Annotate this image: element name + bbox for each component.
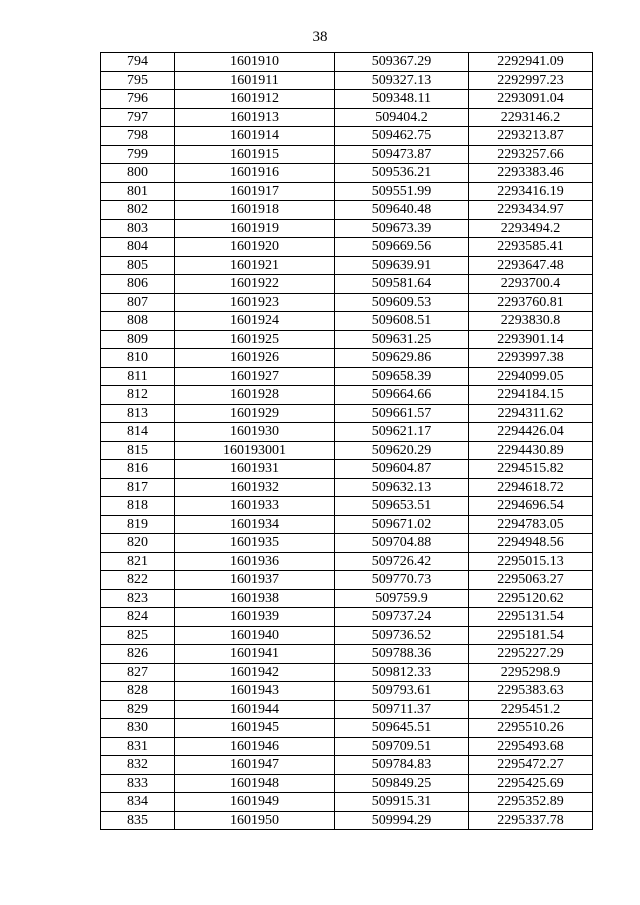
table-row bbox=[101, 737, 593, 756]
y-coordinate-cell: 2293830.8 bbox=[469, 312, 593, 331]
y-coordinate-cell: 2293213.87 bbox=[469, 127, 593, 146]
point-id-cell: 1601910 bbox=[175, 53, 335, 72]
point-id-cell: 1601918 bbox=[175, 201, 335, 220]
y-coordinate-cell: 2293901.14 bbox=[469, 330, 593, 349]
row-number-cell: 828 bbox=[101, 682, 175, 701]
x-coordinate-cell: 509621.17 bbox=[335, 423, 469, 442]
x-coordinate-cell: 509581.64 bbox=[335, 275, 469, 294]
point-id-cell: 1601943 bbox=[175, 682, 335, 701]
y-coordinate-cell: 2295510.26 bbox=[469, 719, 593, 738]
point-id-cell: 1601937 bbox=[175, 571, 335, 590]
point-id-cell: 1601926 bbox=[175, 349, 335, 368]
y-coordinate-cell: 2293760.81 bbox=[469, 293, 593, 312]
point-id-cell: 1601915 bbox=[175, 145, 335, 164]
point-id-cell: 1601929 bbox=[175, 404, 335, 423]
table-row bbox=[101, 404, 593, 423]
table-row bbox=[101, 811, 593, 830]
table-row bbox=[101, 645, 593, 664]
table-row bbox=[101, 571, 593, 590]
x-coordinate-cell: 509608.51 bbox=[335, 312, 469, 331]
y-coordinate-cell: 2295337.78 bbox=[469, 811, 593, 830]
x-coordinate-cell: 509793.61 bbox=[335, 682, 469, 701]
table-row bbox=[101, 275, 593, 294]
row-number-cell: 806 bbox=[101, 275, 175, 294]
y-coordinate-cell: 2295063.27 bbox=[469, 571, 593, 590]
row-number-cell: 808 bbox=[101, 312, 175, 331]
table-row bbox=[101, 90, 593, 109]
row-number-cell: 813 bbox=[101, 404, 175, 423]
table-row bbox=[101, 127, 593, 146]
point-id-cell: 1601938 bbox=[175, 589, 335, 608]
y-coordinate-cell: 2292997.23 bbox=[469, 71, 593, 90]
table-row bbox=[101, 108, 593, 127]
table-row bbox=[101, 312, 593, 331]
point-id-cell: 1601948 bbox=[175, 774, 335, 793]
row-number-cell: 823 bbox=[101, 589, 175, 608]
y-coordinate-cell: 2295227.29 bbox=[469, 645, 593, 664]
point-id-cell: 1601928 bbox=[175, 386, 335, 405]
y-coordinate-cell: 2295131.54 bbox=[469, 608, 593, 627]
row-number-cell: 795 bbox=[101, 71, 175, 90]
row-number-cell: 832 bbox=[101, 756, 175, 775]
point-id-cell: 1601931 bbox=[175, 460, 335, 479]
row-number-cell: 822 bbox=[101, 571, 175, 590]
table-row bbox=[101, 534, 593, 553]
table-row bbox=[101, 367, 593, 386]
table-row bbox=[101, 589, 593, 608]
y-coordinate-cell: 2294430.89 bbox=[469, 441, 593, 460]
row-number-cell: 834 bbox=[101, 793, 175, 812]
y-coordinate-cell: 2295451.2 bbox=[469, 700, 593, 719]
x-coordinate-cell: 509664.66 bbox=[335, 386, 469, 405]
table-row bbox=[101, 256, 593, 275]
x-coordinate-cell: 509759.9 bbox=[335, 589, 469, 608]
point-id-cell: 1601933 bbox=[175, 497, 335, 516]
point-id-cell: 1601923 bbox=[175, 293, 335, 312]
table-row bbox=[101, 497, 593, 516]
y-coordinate-cell: 2293416.19 bbox=[469, 182, 593, 201]
point-id-cell: 160193001 bbox=[175, 441, 335, 460]
point-id-cell: 1601916 bbox=[175, 164, 335, 183]
point-id-cell: 1601939 bbox=[175, 608, 335, 627]
y-coordinate-cell: 2293997.38 bbox=[469, 349, 593, 368]
coordinates-table bbox=[100, 52, 593, 830]
point-id-cell: 1601932 bbox=[175, 478, 335, 497]
y-coordinate-cell: 2295493.68 bbox=[469, 737, 593, 756]
row-number-cell: 829 bbox=[101, 700, 175, 719]
y-coordinate-cell: 2294783.05 bbox=[469, 515, 593, 534]
row-number-cell: 815 bbox=[101, 441, 175, 460]
y-coordinate-cell: 2294426.04 bbox=[469, 423, 593, 442]
table-row bbox=[101, 386, 593, 405]
x-coordinate-cell: 509645.51 bbox=[335, 719, 469, 738]
x-coordinate-cell: 509709.51 bbox=[335, 737, 469, 756]
row-number-cell: 821 bbox=[101, 552, 175, 571]
x-coordinate-cell: 509367.29 bbox=[335, 53, 469, 72]
x-coordinate-cell: 509609.53 bbox=[335, 293, 469, 312]
row-number-cell: 830 bbox=[101, 719, 175, 738]
table-row bbox=[101, 182, 593, 201]
x-coordinate-cell: 509404.2 bbox=[335, 108, 469, 127]
table-row bbox=[101, 238, 593, 257]
point-id-cell: 1601924 bbox=[175, 312, 335, 331]
x-coordinate-cell: 509658.39 bbox=[335, 367, 469, 386]
table-row bbox=[101, 71, 593, 90]
table-row bbox=[101, 219, 593, 238]
point-id-cell: 1601920 bbox=[175, 238, 335, 257]
x-coordinate-cell: 509620.29 bbox=[335, 441, 469, 460]
row-number-cell: 827 bbox=[101, 663, 175, 682]
table-row bbox=[101, 700, 593, 719]
table-row bbox=[101, 608, 593, 627]
row-number-cell: 824 bbox=[101, 608, 175, 627]
x-coordinate-cell: 509770.73 bbox=[335, 571, 469, 590]
y-coordinate-cell: 2295120.62 bbox=[469, 589, 593, 608]
x-coordinate-cell: 509669.56 bbox=[335, 238, 469, 257]
y-coordinate-cell: 2293434.97 bbox=[469, 201, 593, 220]
x-coordinate-cell: 509327.13 bbox=[335, 71, 469, 90]
table-row bbox=[101, 53, 593, 72]
y-coordinate-cell: 2295181.54 bbox=[469, 626, 593, 645]
row-number-cell: 800 bbox=[101, 164, 175, 183]
y-coordinate-cell: 2295298.9 bbox=[469, 663, 593, 682]
row-number-cell: 801 bbox=[101, 182, 175, 201]
x-coordinate-cell: 509711.37 bbox=[335, 700, 469, 719]
table-row bbox=[101, 756, 593, 775]
row-number-cell: 805 bbox=[101, 256, 175, 275]
y-coordinate-cell: 2292941.09 bbox=[469, 53, 593, 72]
table-row bbox=[101, 663, 593, 682]
x-coordinate-cell: 509551.99 bbox=[335, 182, 469, 201]
x-coordinate-cell: 509348.11 bbox=[335, 90, 469, 109]
y-coordinate-cell: 2293494.2 bbox=[469, 219, 593, 238]
point-id-cell: 1601947 bbox=[175, 756, 335, 775]
point-id-cell: 1601917 bbox=[175, 182, 335, 201]
table-row bbox=[101, 774, 593, 793]
row-number-cell: 812 bbox=[101, 386, 175, 405]
y-coordinate-cell: 2293383.46 bbox=[469, 164, 593, 183]
table-row bbox=[101, 719, 593, 738]
y-coordinate-cell: 2293257.66 bbox=[469, 145, 593, 164]
y-coordinate-cell: 2294696.54 bbox=[469, 497, 593, 516]
y-coordinate-cell: 2294184.15 bbox=[469, 386, 593, 405]
x-coordinate-cell: 509736.52 bbox=[335, 626, 469, 645]
row-number-cell: 797 bbox=[101, 108, 175, 127]
point-id-cell: 1601919 bbox=[175, 219, 335, 238]
point-id-cell: 1601927 bbox=[175, 367, 335, 386]
point-id-cell: 1601942 bbox=[175, 663, 335, 682]
table-row bbox=[101, 441, 593, 460]
row-number-cell: 796 bbox=[101, 90, 175, 109]
x-coordinate-cell: 509994.29 bbox=[335, 811, 469, 830]
y-coordinate-cell: 2293146.2 bbox=[469, 108, 593, 127]
table-row bbox=[101, 515, 593, 534]
table-row bbox=[101, 793, 593, 812]
x-coordinate-cell: 509604.87 bbox=[335, 460, 469, 479]
table-row bbox=[101, 330, 593, 349]
x-coordinate-cell: 509671.02 bbox=[335, 515, 469, 534]
point-id-cell: 1601921 bbox=[175, 256, 335, 275]
point-id-cell: 1601950 bbox=[175, 811, 335, 830]
x-coordinate-cell: 509473.87 bbox=[335, 145, 469, 164]
x-coordinate-cell: 509915.31 bbox=[335, 793, 469, 812]
x-coordinate-cell: 509849.25 bbox=[335, 774, 469, 793]
table-row bbox=[101, 626, 593, 645]
row-number-cell: 819 bbox=[101, 515, 175, 534]
table-row bbox=[101, 293, 593, 312]
row-number-cell: 835 bbox=[101, 811, 175, 830]
point-id-cell: 1601941 bbox=[175, 645, 335, 664]
x-coordinate-cell: 509653.51 bbox=[335, 497, 469, 516]
point-id-cell: 1601944 bbox=[175, 700, 335, 719]
row-number-cell: 825 bbox=[101, 626, 175, 645]
row-number-cell: 794 bbox=[101, 53, 175, 72]
row-number-cell: 818 bbox=[101, 497, 175, 516]
point-id-cell: 1601934 bbox=[175, 515, 335, 534]
x-coordinate-cell: 509661.57 bbox=[335, 404, 469, 423]
x-coordinate-cell: 509784.83 bbox=[335, 756, 469, 775]
row-number-cell: 816 bbox=[101, 460, 175, 479]
x-coordinate-cell: 509737.24 bbox=[335, 608, 469, 627]
table-row bbox=[101, 552, 593, 571]
x-coordinate-cell: 509673.39 bbox=[335, 219, 469, 238]
row-number-cell: 803 bbox=[101, 219, 175, 238]
x-coordinate-cell: 509629.86 bbox=[335, 349, 469, 368]
table-row bbox=[101, 478, 593, 497]
row-number-cell: 804 bbox=[101, 238, 175, 257]
x-coordinate-cell: 509640.48 bbox=[335, 201, 469, 220]
row-number-cell: 820 bbox=[101, 534, 175, 553]
y-coordinate-cell: 2293091.04 bbox=[469, 90, 593, 109]
row-number-cell: 814 bbox=[101, 423, 175, 442]
table-row bbox=[101, 460, 593, 479]
x-coordinate-cell: 509631.25 bbox=[335, 330, 469, 349]
page-number: 38 bbox=[312, 29, 328, 45]
y-coordinate-cell: 2294099.05 bbox=[469, 367, 593, 386]
x-coordinate-cell: 509632.13 bbox=[335, 478, 469, 497]
y-coordinate-cell: 2295425.69 bbox=[469, 774, 593, 793]
row-number-cell: 833 bbox=[101, 774, 175, 793]
point-id-cell: 1601945 bbox=[175, 719, 335, 738]
y-coordinate-cell: 2294311.62 bbox=[469, 404, 593, 423]
y-coordinate-cell: 2293700.4 bbox=[469, 275, 593, 294]
row-number-cell: 810 bbox=[101, 349, 175, 368]
point-id-cell: 1601949 bbox=[175, 793, 335, 812]
table-row bbox=[101, 201, 593, 220]
x-coordinate-cell: 509726.42 bbox=[335, 552, 469, 571]
y-coordinate-cell: 2294618.72 bbox=[469, 478, 593, 497]
y-coordinate-cell: 2294515.82 bbox=[469, 460, 593, 479]
row-number-cell: 826 bbox=[101, 645, 175, 664]
point-id-cell: 1601936 bbox=[175, 552, 335, 571]
x-coordinate-cell: 509788.36 bbox=[335, 645, 469, 664]
point-id-cell: 1601940 bbox=[175, 626, 335, 645]
row-number-cell: 802 bbox=[101, 201, 175, 220]
x-coordinate-cell: 509462.75 bbox=[335, 127, 469, 146]
coordinates-table-body bbox=[101, 53, 593, 830]
point-id-cell: 1601912 bbox=[175, 90, 335, 109]
y-coordinate-cell: 2295352.89 bbox=[469, 793, 593, 812]
point-id-cell: 1601914 bbox=[175, 127, 335, 146]
point-id-cell: 1601911 bbox=[175, 71, 335, 90]
x-coordinate-cell: 509812.33 bbox=[335, 663, 469, 682]
point-id-cell: 1601946 bbox=[175, 737, 335, 756]
row-number-cell: 817 bbox=[101, 478, 175, 497]
point-id-cell: 1601930 bbox=[175, 423, 335, 442]
point-id-cell: 1601925 bbox=[175, 330, 335, 349]
x-coordinate-cell: 509704.88 bbox=[335, 534, 469, 553]
x-coordinate-cell: 509639.91 bbox=[335, 256, 469, 275]
x-coordinate-cell: 509536.21 bbox=[335, 164, 469, 183]
row-number-cell: 799 bbox=[101, 145, 175, 164]
y-coordinate-cell: 2293647.48 bbox=[469, 256, 593, 275]
row-number-cell: 809 bbox=[101, 330, 175, 349]
y-coordinate-cell: 2295383.63 bbox=[469, 682, 593, 701]
y-coordinate-cell: 2293585.41 bbox=[469, 238, 593, 257]
row-number-cell: 811 bbox=[101, 367, 175, 386]
y-coordinate-cell: 2295015.13 bbox=[469, 552, 593, 571]
row-number-cell: 807 bbox=[101, 293, 175, 312]
point-id-cell: 1601913 bbox=[175, 108, 335, 127]
table-row bbox=[101, 423, 593, 442]
row-number-cell: 831 bbox=[101, 737, 175, 756]
row-number-cell: 798 bbox=[101, 127, 175, 146]
y-coordinate-cell: 2294948.56 bbox=[469, 534, 593, 553]
table-row bbox=[101, 349, 593, 368]
table-row bbox=[101, 145, 593, 164]
point-id-cell: 1601922 bbox=[175, 275, 335, 294]
point-id-cell: 1601935 bbox=[175, 534, 335, 553]
y-coordinate-cell: 2295472.27 bbox=[469, 756, 593, 775]
table-row bbox=[101, 164, 593, 183]
table-row bbox=[101, 682, 593, 701]
